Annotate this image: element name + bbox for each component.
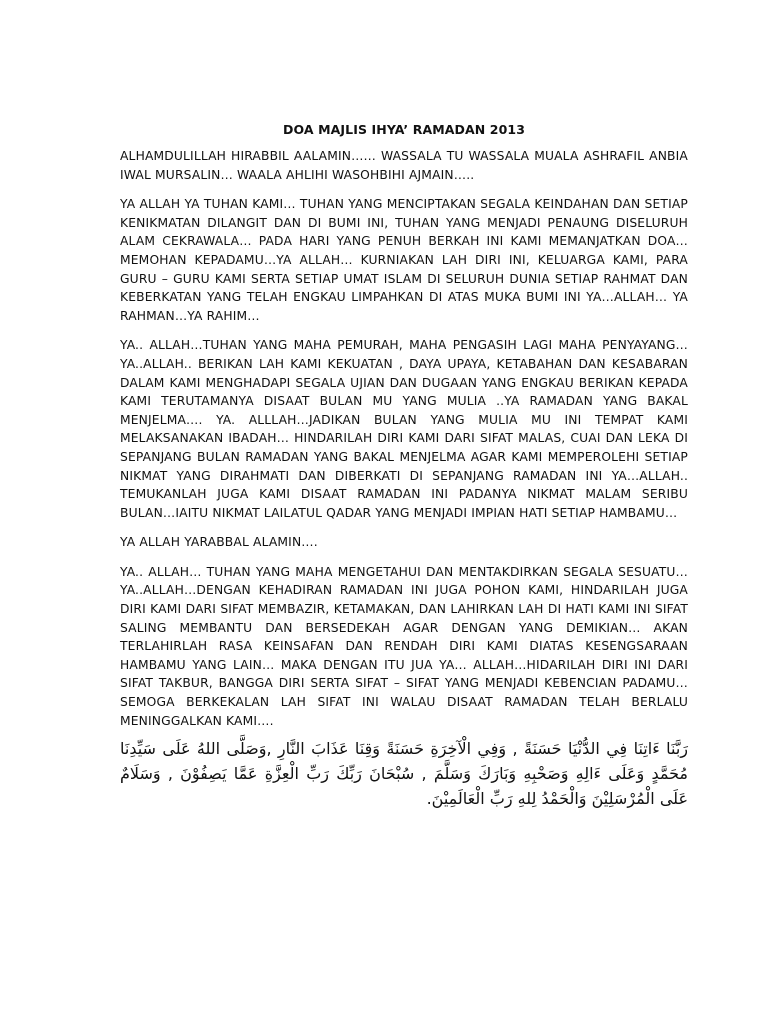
paragraph-request: YA.. ALLAH… TUHAN YANG MAHA MENGETAHUI DAN MENTAKDIRKAN SEGALA SESUATU…YA..ALLAH…DENGAN KEHADIRAN RAMADAN INI JUGA POHON KAMI, HINDARILAH JUGA DIRI KAMI DARI SIFAT MEMBAZIR, KETAMAKAN, DAN LAHIRKAN LAH DI HATI KAMI INI SIFAT SALING MEMBANTU DAN BERSEDEKAH AGAR DENGAN YANG DEMIKIAN… AKAN TERLAHIRLAH RASA KEINSAFAN DAN RENDAH DIRI KAMI DIATAS KESENGSARAAN HAMBAMU YANG LAIN… MAKA DENGAN ITU JUA YA… ALLAH…HIDARILAH DIRI INI DARI SIFAT TAKBUR, BANGGA DIRI SERTA SIFAT – SIFAT YANG MENJADI KEBENCIAN PADAMU… SEMOGA BERKEKALAN LAH SIFAT INI WALAU DISAAT RAMADAN TELAH BERLALU MENINGGALKAN KAMI…. xyxy=(120,564,688,728)
document-title: DOA MAJLIS IHYA’ RAMADAN 2013 xyxy=(283,122,525,137)
paragraph-praise: YA ALLAH YA TUHAN KAMI… TUHAN YANG MENCIPTAKAN SEGALA KEINDAHAN DAN SETIAP KENIKMATAN DILANGIT DAN DI BUMI INI, TUHAN YANG MENJADI PENAUNG DISELURUH ALAM CEKRAWALA… PADA HARI YANG PENUH BERKAH INI KAMI MEMANJATKAN DOA…MEMOHAN KEPADAMU…YA ALLAH… KURNIAKAN LAH DIRI INI, KELUARGA KAMI, PARA GURU – GURU KAMI SERTA SETIAP UMAT ISLAM DI SELURUH DUNIA SETIAP RAHMAT DAN KEBERKATAN YANG TELAH ENGKAU LIMPAHKAN DI ATAS MUKA BUMI INI YA…ALLAH… YA RAHMAN…YA RAHIM… xyxy=(120,197,688,323)
arabic-closing-prayer: رَبَّنَا ءَاتِنَا فِي الدُّنْيَا حَسَنَةً , وَفِي الْآخِرَةِ حَسَنَةً وَقِنَا عَذَابَ النَّارِ ,وَصَلَّى اللهُ عَلَى سَيِّدِنَا مُحَمَّدٍ وَعَلَى ءَالِهِ وَصَحْبِهِ وَبَارَكَ وَسَلَّمَ , سُبْحَانَ رَبِّكَ رَبِّ الْعِزَّةِ عَمَّا يَصِفُوْنَ , وَسَلَامٌ عَلَى الْمُرْسَلِيْنَ وَالْحَمْدُ لِلهِ رَبِّ الْعَالَمِيْنَ. xyxy=(120,739,688,809)
document-page xyxy=(120,122,688,811)
paragraph-plea: YA.. ALLAH…TUHAN YANG MAHA PEMURAH, MAHA PENGASIH LAGI MAHA PENYAYANG…YA..ALLAH.. BERIKAN LAH KAMI KEKUATAN , DAYA UPAYA, KETABAHAN DAN KESABARAN DALAM KAMI MENGHADAPI SEGALA UJIAN DAN DUGAAN YANG ENGKAU BERIKAN KEPADA KAMI TERUTAMANYA DISAAT BULAN MU YANG MULIA ..YA RAMADAN YANG BAKAL MENJELMA…. YA. ALLLAH…JADIKAN BULAN YANG MULIA MU INI TEMPAT KAMI MELAKSANAKAN IBADAH… HINDARILAH DIRI KAMI DARI SIFAT MALAS, CUAI DAN LEKA DI SEPANJANG BULAN RAMADAN YANG BAKAL MENJELMA AGAR KAMI MEMPEROLEHI SETIAP NIKMAT YANG DIRAHMATI DAN DIBERKATI DI SEPANJANG RAMADAN INI YA…ALLAH.. TEMUKANLAH JUGA KAMI DISAAT RAMADAN INI PADANYA NIKMAT MALAM SERIBU BULAN…IAITU NIKMAT LAILATUL QADAR YANG MENJADI IMPIAN HATI SETIAP HAMBAMU… xyxy=(120,338,688,520)
paragraph-opening: ALHAMDULILLAH HIRABBIL AALAMIN…… WASSALA TU WASSALA MUALA ASHRAFIL ANBIA IWAL MURSALIN… WAALA AHLIHI WASOHBIHI AJMAIN….. xyxy=(120,149,688,182)
paragraph-invocation: YA ALLAH YARABBAL ALAMIN…. xyxy=(120,535,318,550)
